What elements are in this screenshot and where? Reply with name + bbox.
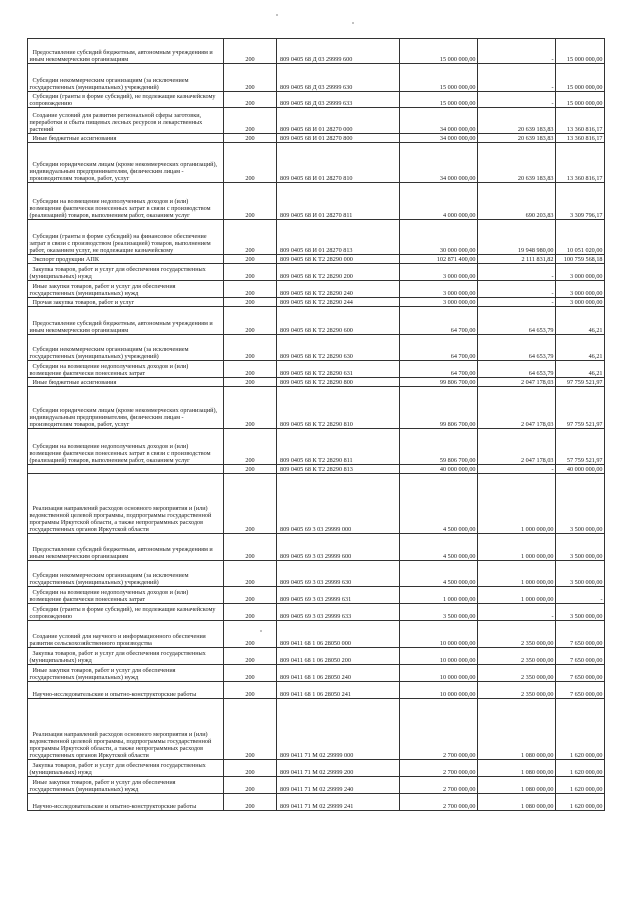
cell-name: Закупка товаров, работ и услуг для обеспечения государственных (муниципальных) нужд [28,648,224,665]
cell-classification-code: 809 0405 68 К Т2 28290 813 [277,465,400,474]
cell-unexecuted-amount: 1 620 000,00 [556,794,605,811]
table-row [28,682,605,699]
cell-classification-code: 809 0405 68 Д 03 29999 630 [277,64,400,92]
cell-approved-amount: 64 700,00 [400,361,478,378]
cell-unexecuted-amount: 10 051 020,00 [556,220,605,255]
cell-executed-amount: 19 948 980,00 [478,220,556,255]
table-row [28,255,605,264]
cell-line-code: 200 [224,143,277,183]
cell-executed-amount: 1 000 000,00 [478,561,556,587]
table-row [28,134,605,143]
cell-name: Иные закупки товаров, работ и услуг для обеспечения государственных (муниципальных) нужд [28,665,224,682]
cell-name [28,465,224,474]
cell-classification-code: 809 0411 68 1 06 28050 000 [277,621,400,648]
cell-unexecuted-amount: 7 650 000,00 [556,648,605,665]
cell-name: Субсидии некоммерческим организациям (за исключением государственных (муниципальных) учреждений) [28,561,224,587]
cell-approved-amount: 99 806 700,00 [400,378,478,387]
cell-name: Закупка товаров, работ и услуг для обеспечения государственных (муниципальных) нужд [28,264,224,281]
table-row [28,561,605,587]
cell-name: Иные закупки товаров, работ и услуг для обеспечения государственных (муниципальных) нужд [28,281,224,298]
cell-line-code: 200 [224,108,277,134]
cell-classification-code: 809 0405 68 К Т2 28290 244 [277,298,400,307]
cell-name: Предоставление субсидий бюджетным, автономным учреждениям и иным некоммерческим организациям [28,307,224,335]
table-row [28,39,605,64]
cell-unexecuted-amount: 13 360 816,17 [556,108,605,134]
cell-name: Закупка товаров, работ и услуг для обеспечения государственных (муниципальных) нужд [28,760,224,777]
table-row [28,361,605,378]
cell-name: Субсидии на возмещение недополученных доходов и (или) возмещение фактически понесенных затрат [28,587,224,604]
table-row [28,465,605,474]
cell-unexecuted-amount: 7 650 000,00 [556,621,605,648]
table-row [28,307,605,335]
cell-unexecuted-amount: 3 000 000,00 [556,264,605,281]
cell-classification-code: 809 0411 71 М 02 29999 240 [277,777,400,794]
cell-name: Субсидии юридическим лицам (кроме некоммерческих организаций), индивидуальным предпринимателям, физическим лицам - производителям товаров, работ, услуг [28,143,224,183]
cell-approved-amount: 10 000 000,00 [400,648,478,665]
cell-approved-amount: 4 500 000,00 [400,534,478,561]
cell-line-code: 200 [224,794,277,811]
cell-line-code: 200 [224,298,277,307]
cell-executed-amount: 2 350 000,00 [478,665,556,682]
cell-name: Субсидии на возмещение недополученных доходов и (или) возмещение фактически понесенных затрат в связи с производством (реализацией) товаров, выполнением работ, оказанием услуг [28,183,224,220]
cell-approved-amount: 4 500 000,00 [400,474,478,534]
cell-executed-amount: - [478,264,556,281]
cell-approved-amount: 64 700,00 [400,307,478,335]
cell-executed-amount: - [478,298,556,307]
cell-approved-amount: 1 000 000,00 [400,587,478,604]
cell-executed-amount: 20 639 183,83 [478,108,556,134]
cell-executed-amount: 20 639 183,83 [478,134,556,143]
cell-classification-code: 809 0411 71 М 02 29999 200 [277,760,400,777]
cell-classification-code: 809 0405 68 Д 03 29999 633 [277,92,400,108]
cell-approved-amount: 30 000 000,00 [400,220,478,255]
cell-approved-amount: 64 700,00 [400,335,478,361]
cell-name: Субсидии (гранты в форме субсидий) на финансовое обеспечение затрат в связи с производством (реализацией) товаров, выполнением работ, оказанием услуг, не подлежащие казначейскому [28,220,224,255]
cell-line-code: 200 [224,587,277,604]
cell-line-code: 200 [224,387,277,429]
cell-executed-amount: 2 350 000,00 [478,621,556,648]
cell-executed-amount: 1 000 000,00 [478,474,556,534]
table-row [28,298,605,307]
cell-unexecuted-amount: 97 759 521,97 [556,378,605,387]
cell-classification-code: 809 0405 69 3 03 29999 630 [277,561,400,587]
cell-unexecuted-amount: 46,21 [556,307,605,335]
table-row [28,335,605,361]
cell-executed-amount: 2 350 000,00 [478,648,556,665]
table-row [28,587,605,604]
cell-unexecuted-amount: 15 000 000,00 [556,64,605,92]
cell-classification-code: 809 0405 69 3 03 29999 633 [277,604,400,621]
table-row [28,281,605,298]
cell-unexecuted-amount: 1 620 000,00 [556,699,605,760]
table-row [28,429,605,465]
cell-name: Субсидии на возмещение недополученных доходов и (или) возмещение фактически понесенных затрат в связи с производством (реализацией) товаров, выполнением работ, оказанием услуг [28,429,224,465]
scan-dot [352,22,354,24]
cell-executed-amount: 1 000 000,00 [478,587,556,604]
cell-name: Научно-исследовательские и опытно-конструкторские работы [28,682,224,699]
cell-classification-code: 809 0405 68 И 01 28270 813 [277,220,400,255]
cell-unexecuted-amount: 1 620 000,00 [556,760,605,777]
cell-name: Создание условий для развития региональной сферы заготовки, переработки и сбыта пищевых лесных ресурсов и лекарственных растений [28,108,224,134]
cell-line-code: 200 [224,335,277,361]
cell-line-code: 200 [224,561,277,587]
cell-classification-code: 809 0405 69 3 03 29999 631 [277,587,400,604]
cell-approved-amount: 99 806 700,00 [400,387,478,429]
cell-approved-amount: 10 000 000,00 [400,682,478,699]
cell-name: Субсидии юридическим лицам (кроме некоммерческих организаций), индивидуальным предпринимателям, физическим лицам - производителям товаров, работ, услуг [28,387,224,429]
cell-classification-code: 809 0405 68 И 01 28270 000 [277,108,400,134]
cell-approved-amount: 4 000 000,00 [400,183,478,220]
cell-classification-code: 809 0405 68 К Т2 28290 200 [277,264,400,281]
cell-line-code: 200 [224,604,277,621]
cell-line-code: 200 [224,64,277,92]
cell-executed-amount: 64 653,79 [478,307,556,335]
cell-classification-code: 809 0405 68 К Т2 28290 811 [277,429,400,465]
cell-line-code: 200 [224,378,277,387]
cell-approved-amount: 34 000 000,00 [400,134,478,143]
table-row [28,220,605,255]
cell-unexecuted-amount: 57 759 521,97 [556,429,605,465]
cell-classification-code: 809 0405 68 К Т2 28290 810 [277,387,400,429]
table-row [28,183,605,220]
cell-executed-amount: 1 080 000,00 [478,794,556,811]
cell-line-code: 200 [224,134,277,143]
cell-approved-amount: 40 000 000,00 [400,465,478,474]
cell-name: Предоставление субсидий бюджетным, автономным учреждениям и иным некоммерческим организациям [28,534,224,561]
table-row [28,108,605,134]
cell-name: Иные бюджетные ассигнования [28,378,224,387]
cell-unexecuted-amount: 13 360 816,17 [556,143,605,183]
table-row [28,760,605,777]
cell-unexecuted-amount: 15 000 000,00 [556,92,605,108]
cell-approved-amount: 3 000 000,00 [400,298,478,307]
cell-line-code: 200 [224,255,277,264]
cell-line-code: 200 [224,361,277,378]
table-row [28,699,605,760]
cell-name: Прочая закупка товаров, работ и услуг [28,298,224,307]
cell-line-code: 200 [224,220,277,255]
cell-line-code: 200 [224,534,277,561]
cell-line-code: 200 [224,665,277,682]
cell-approved-amount: 102 871 400,00 [400,255,478,264]
cell-unexecuted-amount: 1 620 000,00 [556,777,605,794]
cell-classification-code: 809 0405 68 К Т2 28290 630 [277,335,400,361]
cell-unexecuted-amount: 15 000 000,00 [556,39,605,64]
cell-classification-code: 809 0405 68 И 01 28270 810 [277,143,400,183]
cell-unexecuted-amount: 97 759 521,97 [556,387,605,429]
cell-line-code: 200 [224,264,277,281]
table-row [28,387,605,429]
cell-classification-code: 809 0411 68 1 06 28050 241 [277,682,400,699]
cell-name: Реализация направлений расходов основного мероприятия и (или) ведомственной целевой программы, подпрограммы государственной программы Иркутской области, а также непрограммных расходов государственных органов Иркутской области [28,474,224,534]
budget-table [27,38,605,811]
cell-line-code: 200 [224,307,277,335]
cell-line-code: 200 [224,699,277,760]
cell-line-code: 200 [224,777,277,794]
cell-classification-code: 809 0405 68 К Т2 28290 600 [277,307,400,335]
table-row [28,143,605,183]
cell-classification-code: 809 0411 68 1 06 28050 240 [277,665,400,682]
cell-name: Субсидии (гранты в форме субсидий), не подлежащие казначейскому сопровождению [28,92,224,108]
cell-name: Реализация направлений расходов основного мероприятия и (или) ведомственной целевой программы, подпрограммы государственной программы Иркутской области, а также непрограммных расходов государственных органов Иркутской области [28,699,224,760]
cell-executed-amount: 64 653,79 [478,335,556,361]
scan-dot [276,14,278,16]
cell-approved-amount: 10 000 000,00 [400,665,478,682]
cell-classification-code: 809 0405 68 К Т2 28290 800 [277,378,400,387]
table-row [28,665,605,682]
cell-line-code: 200 [224,648,277,665]
cell-approved-amount: 3 000 000,00 [400,281,478,298]
table-row [28,534,605,561]
cell-unexecuted-amount: 3 500 000,00 [556,534,605,561]
cell-unexecuted-amount: 3 309 796,17 [556,183,605,220]
cell-line-code: 200 [224,92,277,108]
table-row [28,648,605,665]
cell-executed-amount: 2 047 178,03 [478,378,556,387]
cell-executed-amount: 1 080 000,00 [478,777,556,794]
cell-line-code: 200 [224,474,277,534]
cell-executed-amount: 1 000 000,00 [478,534,556,561]
cell-classification-code: 809 0405 68 И 01 28270 811 [277,183,400,220]
cell-executed-amount: - [478,92,556,108]
cell-line-code: 200 [224,429,277,465]
cell-executed-amount: 690 203,83 [478,183,556,220]
cell-name: Предоставление субсидий бюджетным, автономным учреждениям и иным некоммерческим организациям [28,39,224,64]
cell-classification-code: 809 0411 68 1 06 28050 200 [277,648,400,665]
cell-classification-code: 809 0411 71 М 02 29999 000 [277,699,400,760]
cell-unexecuted-amount: 46,21 [556,361,605,378]
cell-name: Создание условий для научного и информационного обеспечения развития сельскохозяйственного производства [28,621,224,648]
cell-executed-amount: 2 111 831,82 [478,255,556,264]
cell-classification-code: 809 0405 68 К Т2 28290 631 [277,361,400,378]
cell-approved-amount: 3 500 000,00 [400,604,478,621]
cell-executed-amount: 1 080 000,00 [478,699,556,760]
cell-approved-amount: 3 000 000,00 [400,264,478,281]
cell-classification-code: 809 0405 68 К Т2 28290 000 [277,255,400,264]
cell-unexecuted-amount: 100 759 568,18 [556,255,605,264]
table-row [28,777,605,794]
cell-unexecuted-amount: 40 000 000,00 [556,465,605,474]
cell-name: Иные бюджетные ассигнования [28,134,224,143]
cell-line-code: 200 [224,465,277,474]
cell-classification-code: 809 0405 68 И 01 28270 800 [277,134,400,143]
cell-name: Экспорт продукции АПК [28,255,224,264]
cell-executed-amount: - [478,39,556,64]
cell-unexecuted-amount: 13 360 816,17 [556,134,605,143]
cell-executed-amount: - [478,604,556,621]
cell-unexecuted-amount: 3 500 000,00 [556,604,605,621]
cell-classification-code: 809 0405 68 Д 03 29999 600 [277,39,400,64]
cell-classification-code: 809 0405 69 3 03 29999 000 [277,474,400,534]
cell-unexecuted-amount: 7 650 000,00 [556,665,605,682]
cell-name: Научно-исследовательские и опытно-конструкторские работы [28,794,224,811]
table-row [28,621,605,648]
cell-executed-amount: 2 047 178,03 [478,387,556,429]
table-row [28,64,605,92]
cell-executed-amount: - [478,281,556,298]
cell-executed-amount: 64 653,79 [478,361,556,378]
cell-line-code: 200 [224,621,277,648]
cell-name: Субсидии некоммерческим организациям (за исключением государственных (муниципальных) учреждений) [28,64,224,92]
cell-executed-amount: 2 047 178,03 [478,429,556,465]
cell-executed-amount: 20 639 183,83 [478,143,556,183]
cell-approved-amount: 59 806 700,00 [400,429,478,465]
cell-classification-code: 809 0405 68 К Т2 28290 240 [277,281,400,298]
cell-classification-code: 809 0411 71 М 02 29999 241 [277,794,400,811]
cell-line-code: 200 [224,682,277,699]
table-row [28,378,605,387]
cell-unexecuted-amount: 3 500 000,00 [556,561,605,587]
cell-line-code: 200 [224,281,277,298]
cell-executed-amount: 1 080 000,00 [478,760,556,777]
cell-unexecuted-amount: 3 000 000,00 [556,298,605,307]
cell-unexecuted-amount: 7 650 000,00 [556,682,605,699]
cell-name: Субсидии некоммерческим организациям (за исключением государственных (муниципальных) учреждений) [28,335,224,361]
cell-approved-amount: 34 000 000,00 [400,108,478,134]
cell-line-code: 200 [224,39,277,64]
cell-classification-code: 809 0405 69 3 03 29999 600 [277,534,400,561]
cell-approved-amount: 4 500 000,00 [400,561,478,587]
cell-name: Субсидии (гранты в форме субсидий), не подлежащие казначейскому сопровождению [28,604,224,621]
cell-unexecuted-amount: 3 500 000,00 [556,474,605,534]
cell-approved-amount: 10 000 000,00 [400,621,478,648]
table-body [28,39,605,811]
cell-unexecuted-amount: - [556,587,605,604]
cell-approved-amount: 2 700 000,00 [400,794,478,811]
cell-approved-amount: 2 700 000,00 [400,777,478,794]
table-row [28,794,605,811]
cell-approved-amount: 2 700 000,00 [400,760,478,777]
cell-unexecuted-amount: 46,21 [556,335,605,361]
table-row [28,474,605,534]
cell-approved-amount: 34 000 000,00 [400,143,478,183]
cell-executed-amount: 2 350 000,00 [478,682,556,699]
cell-executed-amount: - [478,64,556,92]
cell-name: Иные закупки товаров, работ и услуг для обеспечения государственных (муниципальных) нужд [28,777,224,794]
cell-approved-amount: 15 000 000,00 [400,92,478,108]
cell-approved-amount: 15 000 000,00 [400,39,478,64]
table-row [28,604,605,621]
cell-unexecuted-amount: 3 000 000,00 [556,281,605,298]
cell-line-code: 200 [224,183,277,220]
cell-line-code: 200 [224,760,277,777]
cell-executed-amount: - [478,465,556,474]
table-row [28,92,605,108]
cell-approved-amount: 2 700 000,00 [400,699,478,760]
table-row [28,264,605,281]
cell-name: Субсидии на возмещение недополученных доходов и (или) возмещение фактически понесенных затрат [28,361,224,378]
cell-approved-amount: 15 000 000,00 [400,64,478,92]
